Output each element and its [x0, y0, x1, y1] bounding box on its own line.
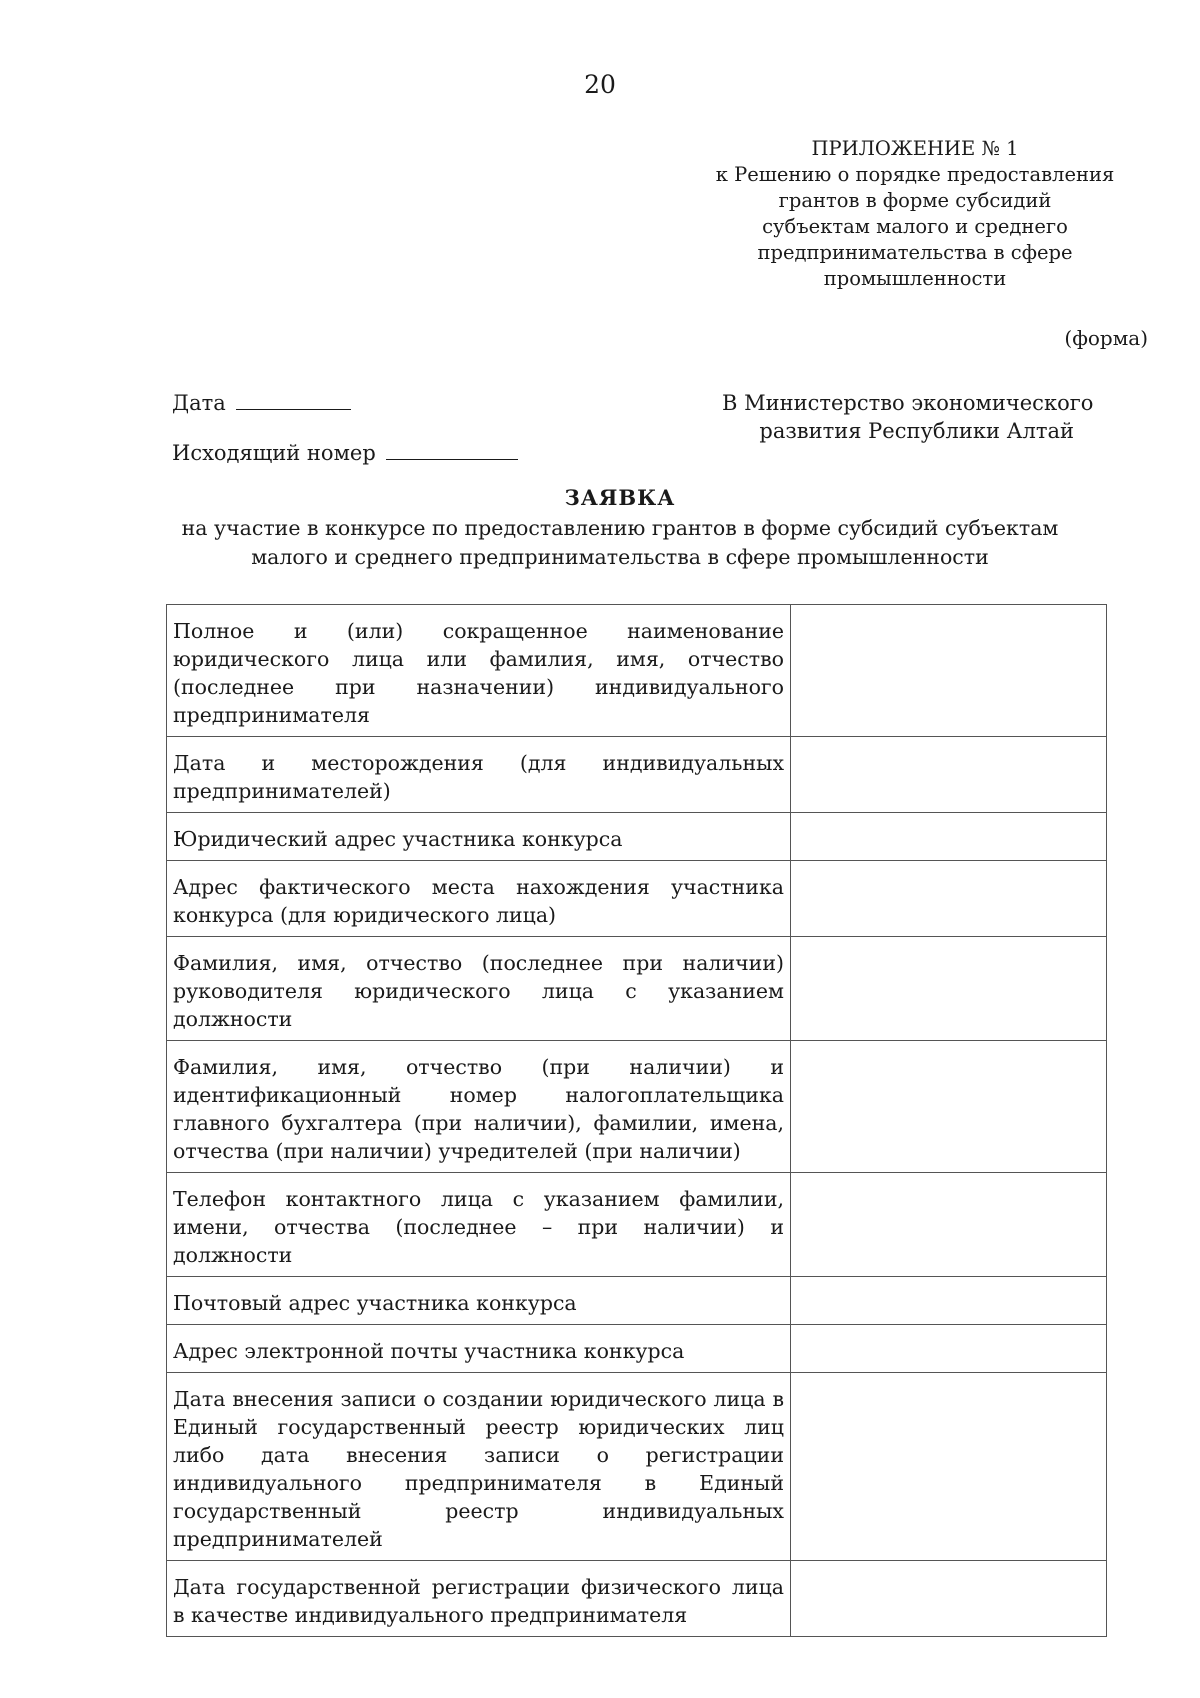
table-row — [167, 1277, 1107, 1325]
outgoing-number-label: Исходящий номер — [172, 441, 376, 465]
table-row — [167, 861, 1107, 937]
row-value-cell[interactable] — [791, 1173, 1107, 1277]
form-label: (форма) — [1064, 326, 1148, 350]
table-row — [167, 813, 1107, 861]
row-value-cell[interactable] — [791, 1561, 1107, 1637]
row-value-cell[interactable] — [791, 737, 1107, 813]
table-row — [167, 1041, 1107, 1173]
row-label: Адрес фактического места нахождения участника конкурса (для юридического лица) — [167, 861, 791, 937]
appendix-line: предпринимательства в сфере — [757, 241, 1073, 264]
page-number: 20 — [584, 70, 616, 99]
appendix-line: ПРИЛОЖЕНИЕ № 1 — [811, 137, 1019, 160]
row-value-cell[interactable] — [791, 813, 1107, 861]
row-label: Полное и (или) сокращенное наименование юридического лица или фамилия, имя, отчество (последнее при назначении) индивидуального предпринимателя — [167, 605, 791, 737]
row-value-cell[interactable] — [791, 1041, 1107, 1173]
table-row — [167, 1173, 1107, 1277]
row-label: Юридический адрес участника конкурса — [167, 813, 791, 861]
row-label: Телефон контактного лица с указанием фамилии, имени, отчества (последнее – при наличии) и должности — [167, 1173, 791, 1277]
appendix-block — [715, 136, 1115, 292]
row-value-cell[interactable] — [791, 861, 1107, 937]
subtitle-line: малого и среднего предпринимательства в сфере промышленности — [251, 545, 989, 569]
application-table — [166, 604, 1107, 1637]
row-value-cell[interactable] — [791, 1325, 1107, 1373]
appendix-line: к Решению о порядке предоставления — [715, 163, 1115, 186]
table-row — [167, 737, 1107, 813]
row-value-cell[interactable] — [791, 1373, 1107, 1561]
appendix-line: промышленности — [823, 267, 1007, 290]
row-label: Почтовый адрес участника конкурса — [167, 1277, 791, 1325]
row-value-cell[interactable] — [791, 1277, 1107, 1325]
row-label: Дата государственной регистрации физического лица в качестве индивидуального предпринимателя — [167, 1561, 791, 1637]
table-row — [167, 1561, 1107, 1637]
recipient-block — [722, 389, 1094, 445]
row-label: Адрес электронной почты участника конкурса — [167, 1325, 791, 1373]
row-label: Дата внесения записи о создании юридического лица в Единый государственный реестр юридических лиц либо дата внесения записи о регистрации индивидуального предпринимателя в Единый государственный реестр индивидуальных предпринимателей — [167, 1373, 791, 1561]
outgoing-number-line — [172, 439, 518, 465]
table-row — [167, 937, 1107, 1041]
table-row — [167, 1325, 1107, 1373]
appendix-line: грантов в форме субсидий — [778, 189, 1052, 212]
document-subtitle — [0, 514, 1200, 572]
row-value-cell[interactable] — [791, 605, 1107, 737]
table-row — [167, 605, 1107, 737]
table-row — [167, 1373, 1107, 1561]
recipient-line: В Министерство экономического — [722, 391, 1094, 415]
subtitle-line: на участие в конкурсе по предоставлению грантов в форме субсидий субъектам — [181, 516, 1059, 540]
row-label: Фамилия, имя, отчество (при наличии) и идентификационный номер налогоплательщика главного бухгалтера (при наличии), фамилии, имена, отчества (при наличии) учредителей (при наличии) — [167, 1041, 791, 1173]
recipient-line: развития Республики Алтай — [759, 419, 1074, 443]
document-title: ЗАЯВКА — [564, 485, 676, 510]
date-line — [172, 389, 351, 415]
row-label: Дата и месторождения (для индивидуальных предпринимателей) — [167, 737, 791, 813]
date-field[interactable] — [236, 389, 351, 410]
row-value-cell[interactable] — [791, 937, 1107, 1041]
row-label: Фамилия, имя, отчество (последнее при наличии) руководителя юридического лица с указанием должности — [167, 937, 791, 1041]
date-label: Дата — [172, 391, 226, 415]
outgoing-number-field[interactable] — [386, 439, 518, 460]
appendix-line: субъектам малого и среднего — [762, 215, 1068, 238]
